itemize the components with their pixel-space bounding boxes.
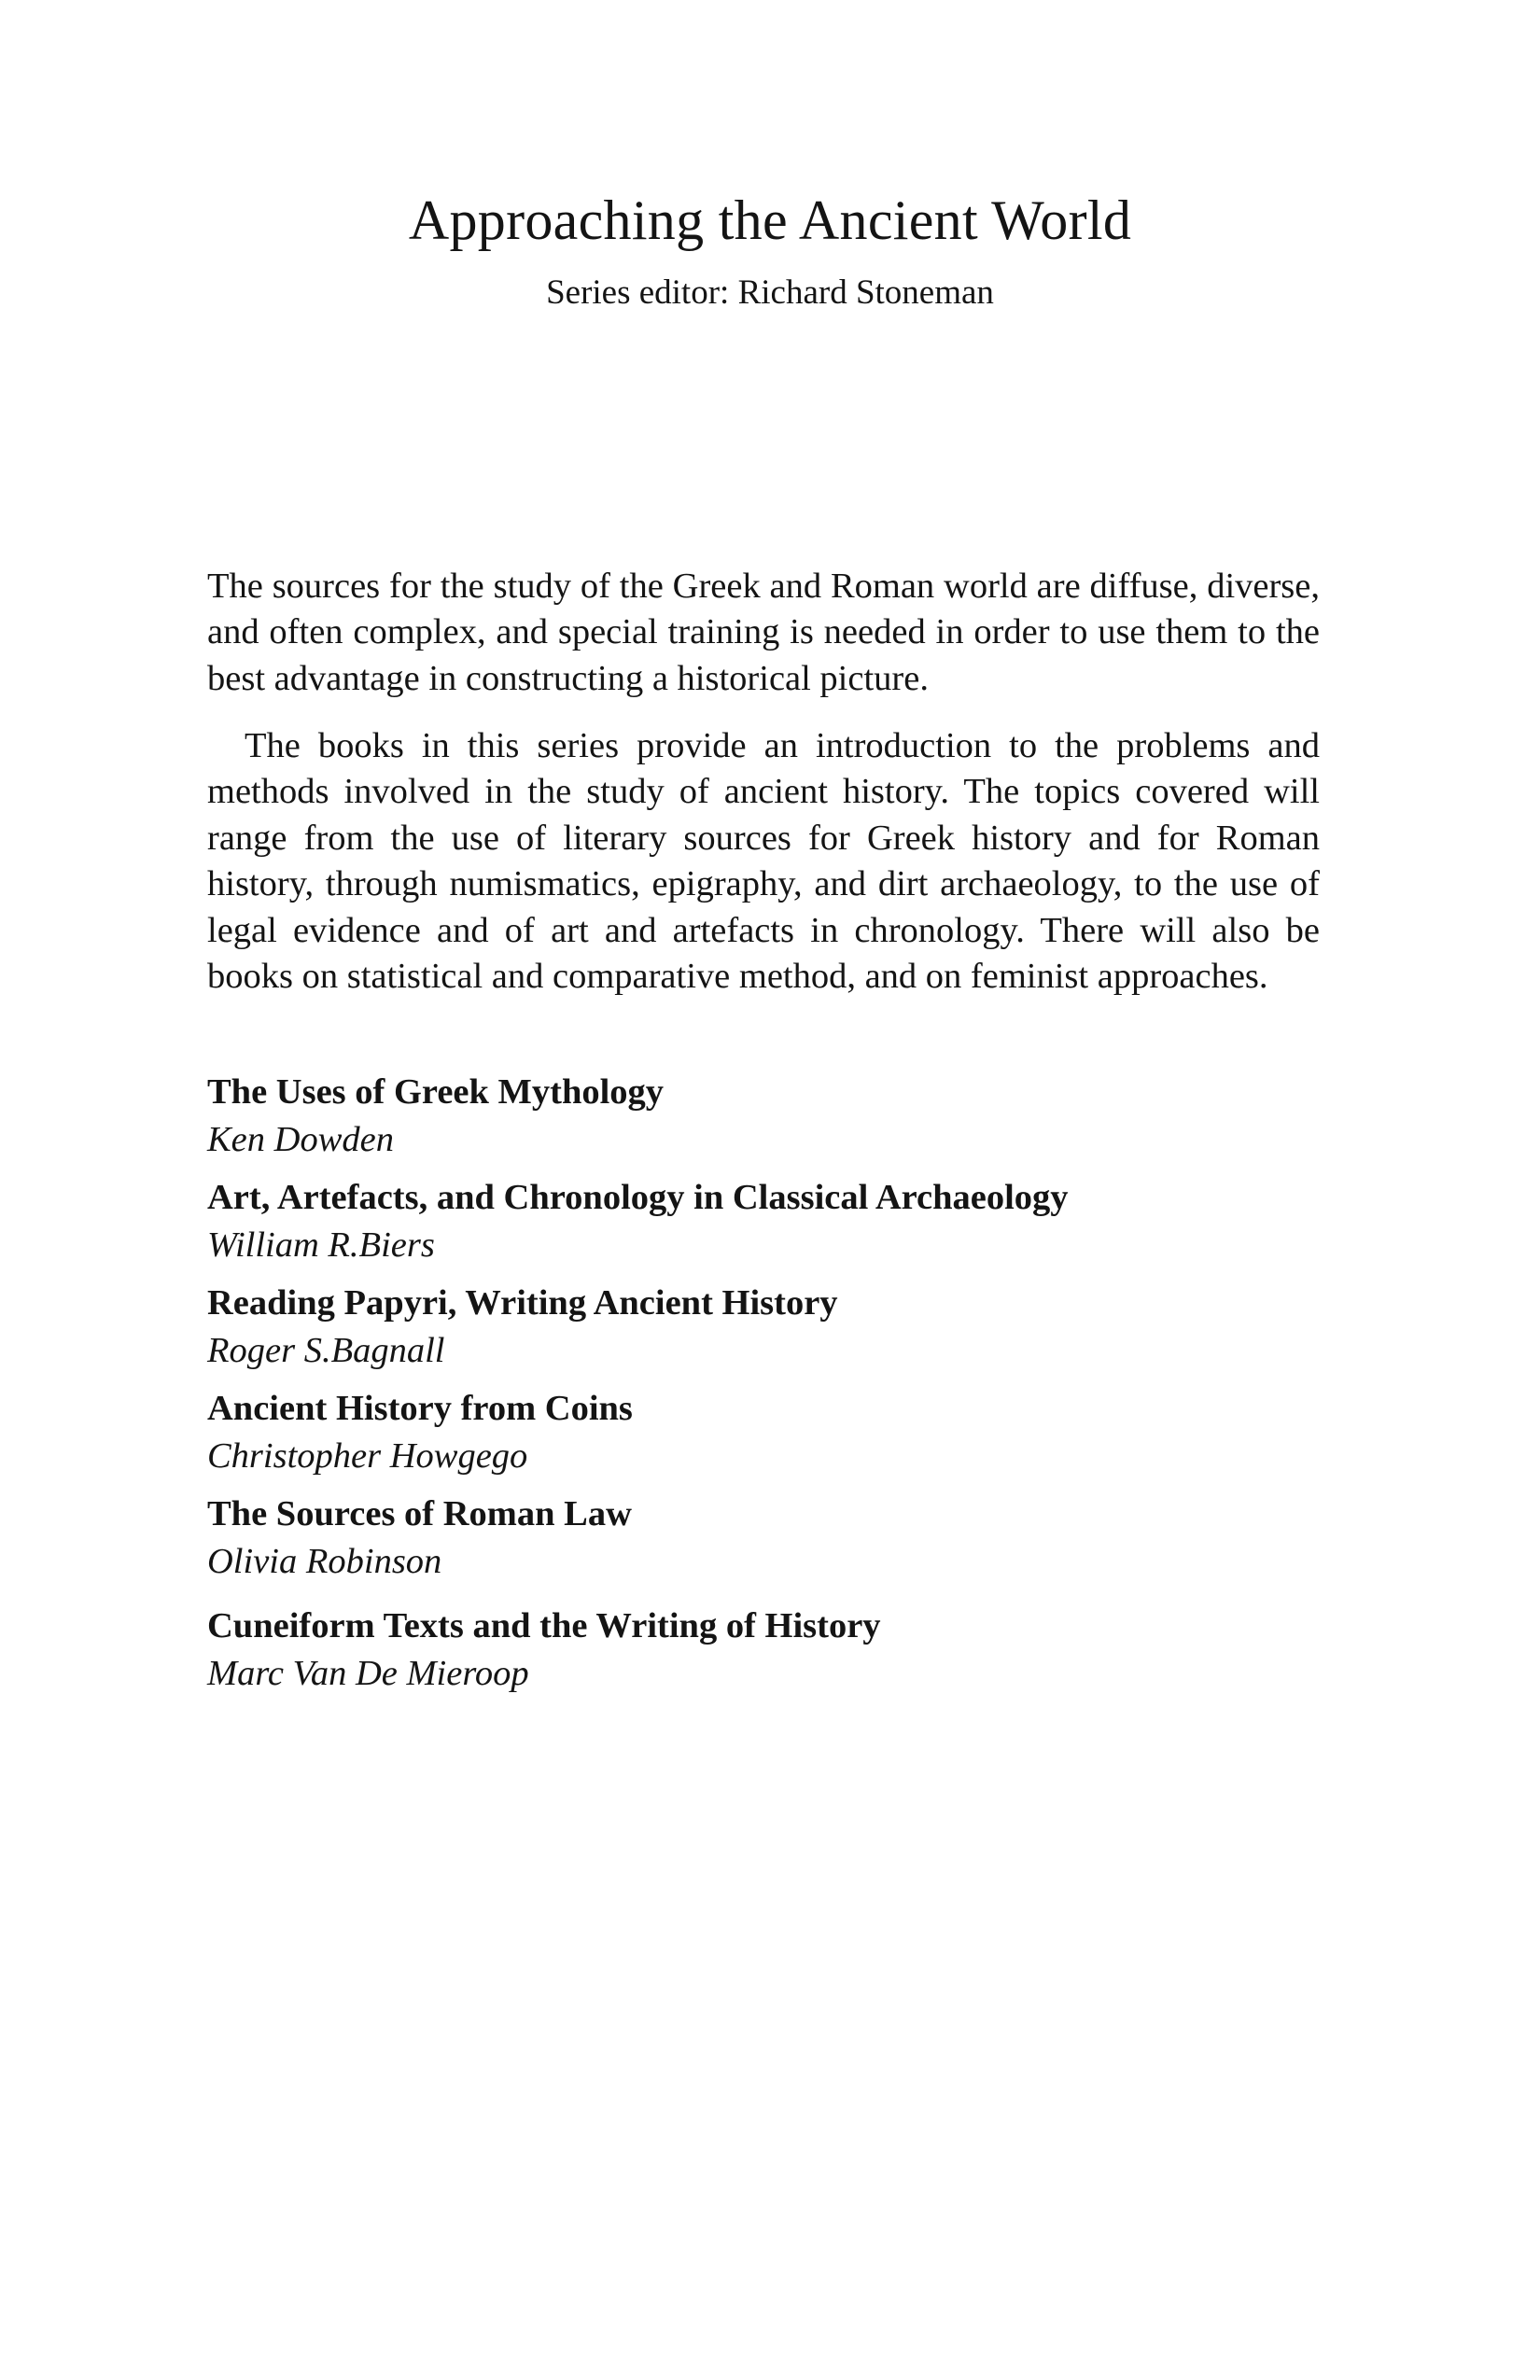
book-author: Roger S.Bagnall (207, 1331, 445, 1370)
book-title: Reading Papyri, Writing Ancient History (207, 1283, 838, 1323)
book-author: Olivia Robinson (207, 1542, 442, 1581)
book-author: Marc Van De Mieroop (207, 1654, 529, 1693)
book-list (207, 1069, 1320, 1708)
book-entry (207, 1174, 1320, 1269)
book-entry (207, 1280, 1320, 1375)
series-editor: Series editor: Richard Stoneman (546, 273, 994, 312)
book-title: The Sources of Roman Law (207, 1494, 632, 1533)
book-title: Art, Artefacts, and Chronology in Classical Archaeology (207, 1178, 1069, 1217)
intro-paragraph-1: The sources for the study of the Greek and Roman world are diffuse, diverse, and often complex, and special training is needed in order to use them to the best advantage in constructing a historical picture. (207, 567, 1320, 698)
book-author: William R.Biers (207, 1225, 435, 1265)
book-author: Ken Dowden (207, 1120, 394, 1159)
book-entry (207, 1491, 1320, 1586)
book-title: Cuneiform Texts and the Writing of History (207, 1606, 881, 1645)
book-author: Christopher Howgego (207, 1436, 528, 1476)
book-entry (207, 1069, 1320, 1164)
book-entry (207, 1385, 1320, 1480)
book-title: The Uses of Greek Mythology (207, 1072, 665, 1112)
series-title: Approaching the Ancient World (408, 189, 1132, 251)
book-title: Ancient History from Coins (207, 1389, 633, 1428)
book-entry (207, 1603, 1320, 1698)
intro-paragraph-2: The books in this series provide an introduction to the problems and methods involved in the study of ancient history. The topics covered will range from the use of literary sources for Greek history and for Roman history, through numismatics, epigraphy, and dirt archaeology, to the use of legal evidence and of art and artefacts in chronology. There will also be books on statistical and comparative method, and on feminist approaches. (207, 726, 1320, 997)
